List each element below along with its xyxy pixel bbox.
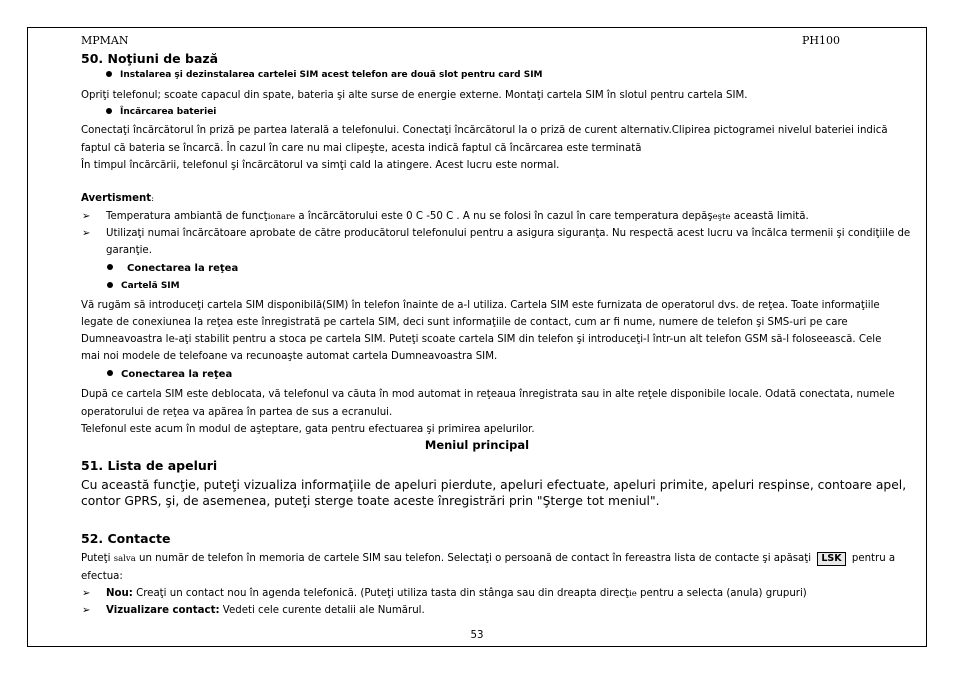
arrow-bullet-icon: ➢ — [82, 588, 91, 599]
bullet-item-sim-install — [106, 70, 543, 80]
warning-title: Avertisment — [81, 193, 152, 204]
section-51-title: 51. Lista de apeluri — [81, 458, 218, 473]
bullet-icon — [106, 108, 112, 114]
warning-item-chargers-cont: garanţie. — [106, 245, 152, 256]
bullet-item-network-2 — [107, 369, 232, 380]
bullet-item-battery — [106, 107, 216, 117]
paragraph-line: Telefonul este acum în modul de aşteptare, gata pentru efectuarea şi primirea apelurilor. — [81, 424, 535, 435]
bullet-icon — [107, 370, 113, 376]
paragraph-line: Conectaţi încărcătorul în priză pe partea laterală a telefonului. Conectaţi încărcătorul la o priză de curent alternativ.Clipirea pictogramei nivelul bateriei indică — [81, 125, 888, 136]
contact-item-new — [106, 588, 807, 599]
text: Puteţi — [81, 553, 114, 564]
bullet-item-sim-card — [107, 281, 180, 291]
text: ie — [629, 589, 637, 599]
text: Vedeti cele curente detalii ale Numărul. — [219, 605, 425, 616]
bullet-icon — [107, 264, 113, 270]
paragraph: Opriţi telefonul; scoate capacul din spate, bateria şi alte surse de energie externe. Montaţi cartela SIM în slotul pentru cartela SIM. — [81, 90, 748, 101]
text: pentru a selecta (anula) grupuri) — [636, 588, 807, 599]
text: Creaţi un contact nou în agenda telefonică. (Puteţi utiliza tasta din stânga sau din dreapta direcţ — [132, 588, 630, 599]
bullet-item-network — [107, 263, 238, 274]
section-50-title: 50. Noţiuni de bază — [81, 51, 219, 66]
text: pentru a — [848, 553, 896, 564]
paragraph-line: faptul că bateria se încarcă. În cazul în care nu mai clipeşte, acesta indică faptul că încărcarea este terminată — [81, 143, 642, 154]
bullet-text: Conectarea la reţea — [121, 369, 233, 380]
header-brand: MPMAN — [81, 34, 129, 47]
bullet-text: Instalarea şi dezinstalarea cartelei SIM acest telefon are două slot pentru card SIM — [120, 70, 543, 80]
item-label: Vizualizare contact: — [106, 605, 220, 616]
page-number: 53 — [470, 630, 484, 641]
arrow-bullet-icon: ➢ — [82, 605, 91, 616]
text: a încărcătorului este 0 C -50 C . A nu se folosi în cazul în care temperatura depăş — [295, 211, 713, 222]
section-52-title: 52. Contacte — [81, 531, 171, 546]
paragraph-line: mai noi modele de telefoane va recunoaşte automat cartela Dumneavoastra SIM. — [81, 351, 498, 362]
paragraph-line: contor GPRS, şi, de asemenea, puteţi sterge toate aceste înregistrări prin "Şterge tot meniul". — [81, 494, 660, 508]
warning-colon: : — [151, 194, 155, 204]
header-model: PH100 — [802, 34, 840, 47]
text: salva — [113, 554, 136, 564]
arrow-bullet-icon: ➢ — [82, 228, 91, 239]
text: ionare — [267, 212, 296, 222]
warning-item-chargers: Utilizaţi numai încărcătoare aprobate de către producătorul telefonului pentru a asigura siguranţa. Nu respectă acest lucru va încălca termenii şi condiţiile de — [106, 228, 911, 239]
menu-heading: Meniul principal — [424, 438, 530, 452]
bullet-text: Încărcarea bateriei — [120, 107, 217, 117]
paragraph-line: Dumneavoastra le-aţi stabilit pentru a stoca pe cartela SIM. Puteţi scoate cartela SIM din telefon şi introduceţi-l într-un alt telefon GSM să-l foloseească. Cele — [81, 334, 882, 345]
bullet-text: Conectarea la reţea — [127, 263, 239, 274]
paragraph-line: operatorului de reţea va apărea în partea de sus a ecranului. — [81, 407, 393, 418]
bullet-icon — [107, 282, 113, 288]
paragraph-line: După ce cartela SIM este deblocata, vă telefonul va căuta în mod automat in reţeaua înregistrata sau in alte reţele disponibile locale. Odată conectata, numele — [81, 389, 895, 400]
item-label: Nou: — [106, 588, 133, 599]
warning-heading — [81, 193, 154, 204]
paragraph-line — [81, 552, 895, 566]
warning-item-temperature — [106, 211, 809, 222]
text: un număr de telefon în memoria de cartele SIM sau telefon. Selectaţi o persoană de contact în fereastra lista de contacte şi apăsaţi — [135, 553, 815, 564]
paragraph-line: legate de conexiunea la reţea este înregistrată pe cartela SIM, deci sunt informaţiile de contact, cum ar fi nume, numere de telefon şi SMS-uri pe care — [81, 317, 848, 328]
paragraph-line: Vă rugăm să introduceţi cartela SIM disponibilă(SIM) în telefon înainte de a-l utiliza. Cartela SIM este furnizata de operatorul dvs. de reţea. Toate informaţiile — [81, 300, 880, 311]
text: această limită. — [730, 211, 809, 222]
paragraph-line: În timpul încărcării, telefonul şi încărcătorul va simţi cald la atingere. Acest lucru este normal. — [81, 160, 560, 171]
contact-item-view — [106, 605, 425, 616]
bullet-icon — [106, 71, 112, 77]
paragraph-line: efectua: — [81, 571, 123, 582]
lsk-key-badge: LSK — [817, 552, 845, 566]
paragraph-line: Cu această funcţie, puteţi vizualiza informaţiile de apeluri pierdute, apeluri efectuate, apeluri primite, apeluri respinse, contoare apel, — [81, 478, 907, 492]
bullet-text: Cartelă SIM — [121, 281, 180, 291]
arrow-bullet-icon: ➢ — [82, 211, 91, 222]
text: eşte — [712, 212, 731, 222]
text: Temperatura ambiantă de funcţ — [106, 211, 268, 222]
